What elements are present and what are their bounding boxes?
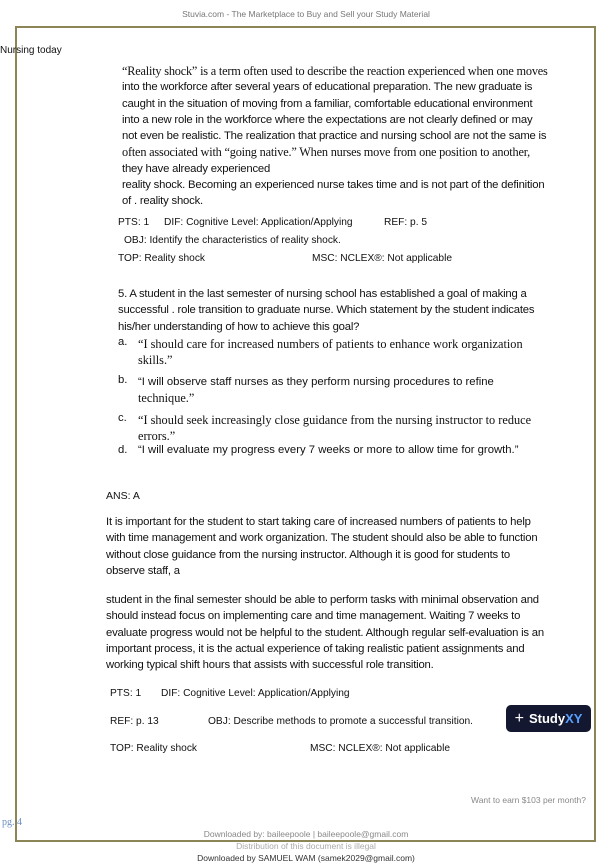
rationale-1	[122, 63, 548, 210]
distribution-notice: Distribution of this document is illegal	[236, 841, 376, 851]
site-header: Stuvia.com - The Marketplace to Buy and Sell your Study Material	[182, 9, 430, 19]
topic: TOP: Reality shock	[110, 743, 198, 754]
text-line: working typical shift hours that assists with successful role transition.	[106, 659, 434, 672]
topic: TOP: Reality shock	[118, 253, 206, 264]
difficulty: DIF: Cognitive Level: Application/Applying	[161, 688, 350, 699]
text-line: “I will observe staff nurses as they perform nursing procedures to refine	[138, 376, 494, 388]
text-line: often associated with “going native.” When nurses move from one position to another,	[122, 145, 530, 160]
text-line: his/her understanding of how to achieve this goal?	[118, 320, 360, 333]
text-line: It is important for the student to start taking care of increased numbers of patients to help	[106, 516, 531, 528]
objective: OBJ: Identify the characteristics of reality shock.	[124, 235, 341, 246]
text-line: skills.”	[138, 353, 173, 367]
option-a	[118, 336, 523, 368]
points: PTS: 1	[118, 217, 150, 228]
text-line: “Reality shock” is a term often used to describe the reaction experienced when one moves	[122, 64, 548, 78]
rationale-2a	[106, 514, 537, 579]
option-letter: b.	[118, 374, 128, 386]
text-line: “I will evaluate my progress every 7 weeks or more to allow time for growth.”	[138, 444, 519, 456]
text-line: evaluate progress would not be helpful to the student. Although regular self-evaluation is an	[106, 626, 544, 639]
option-c	[118, 412, 531, 444]
text-line: with time management and work organization. The student should also be able to function	[106, 532, 538, 545]
reference: REF: p. 5	[384, 217, 428, 228]
objective: OBJ: Describe methods to promote a successful transition.	[208, 716, 473, 727]
text-line: important process, it is the actual experience of taking realistic patient assignments and	[106, 642, 525, 655]
text-line: should instead focus on implementing care and time management. Waiting 7 weeks to	[106, 610, 521, 623]
text-line: into a new role in the workforce where the expectations are not clearly defined or may	[122, 113, 533, 126]
msc: MSC: NCLEX®: Not applicable	[310, 743, 450, 754]
text-line: without close guidance from the nursing instructor. Although it is good for students to	[106, 548, 510, 561]
difficulty: DIF: Cognitive Level: Application/Applying	[164, 217, 353, 228]
option-letter: a.	[118, 336, 128, 348]
earn-link[interactable]: Want to earn $103 per month?	[471, 795, 586, 805]
question	[118, 286, 534, 335]
option-b	[118, 374, 494, 406]
badge-xy: XY	[565, 711, 583, 726]
text-line: into the workforce after several years of educational preparation. The new graduate is	[122, 81, 533, 94]
reference: REF: p. 13	[110, 716, 159, 727]
msc: MSC: NCLEX®: Not applicable	[312, 253, 452, 264]
text-line: successful . role transition to graduate nurse. Which statement by the student indicates	[118, 304, 535, 317]
text-line: errors.”	[138, 429, 176, 443]
text-line: not even be realistic. The realization that practice and nursing school are not the same is	[122, 130, 547, 143]
text-line: they have already experienced	[122, 162, 271, 175]
text-line: caught in the situation of moving from a familiar, comfortable educational environment	[122, 97, 533, 110]
points: PTS: 1	[110, 688, 142, 699]
text-line: technique.”	[138, 391, 195, 405]
studyxy-badge[interactable]	[506, 705, 591, 732]
answer: ANS: A	[106, 490, 140, 502]
option-letter: c.	[118, 412, 127, 424]
text-line: reality shock. Becoming an experienced nurse takes time and is not part of the definition	[122, 179, 545, 192]
text-line: observe staff, a	[106, 564, 180, 577]
text-line: “I should seek increasingly close guidance from the nursing instructor to reduce	[138, 413, 532, 427]
text-line: 5. A student in the last semester of nursing school has established a goal of making a	[118, 288, 527, 300]
text-line: of . reality shock.	[122, 195, 203, 208]
page-number: pg. 4	[2, 817, 22, 828]
badge-study: Study	[528, 711, 566, 726]
download-notice-2: Downloaded by SAMUEL WAM (samek2029@gmail.com)	[197, 853, 415, 863]
option-d	[118, 444, 518, 456]
download-notice: Downloaded by: baileepoole | baileepoole@gmail.com	[203, 829, 409, 839]
plus-icon: +	[514, 709, 524, 727]
text-line: “I should care for increased numbers of patients to enhance work organization	[138, 337, 523, 351]
section-title: Nursing today	[0, 45, 62, 56]
rationale-2b	[106, 592, 544, 673]
option-letter: d.	[118, 444, 128, 456]
text-line: student in the final semester should be able to perform tasks with minimal observation and	[106, 594, 539, 606]
